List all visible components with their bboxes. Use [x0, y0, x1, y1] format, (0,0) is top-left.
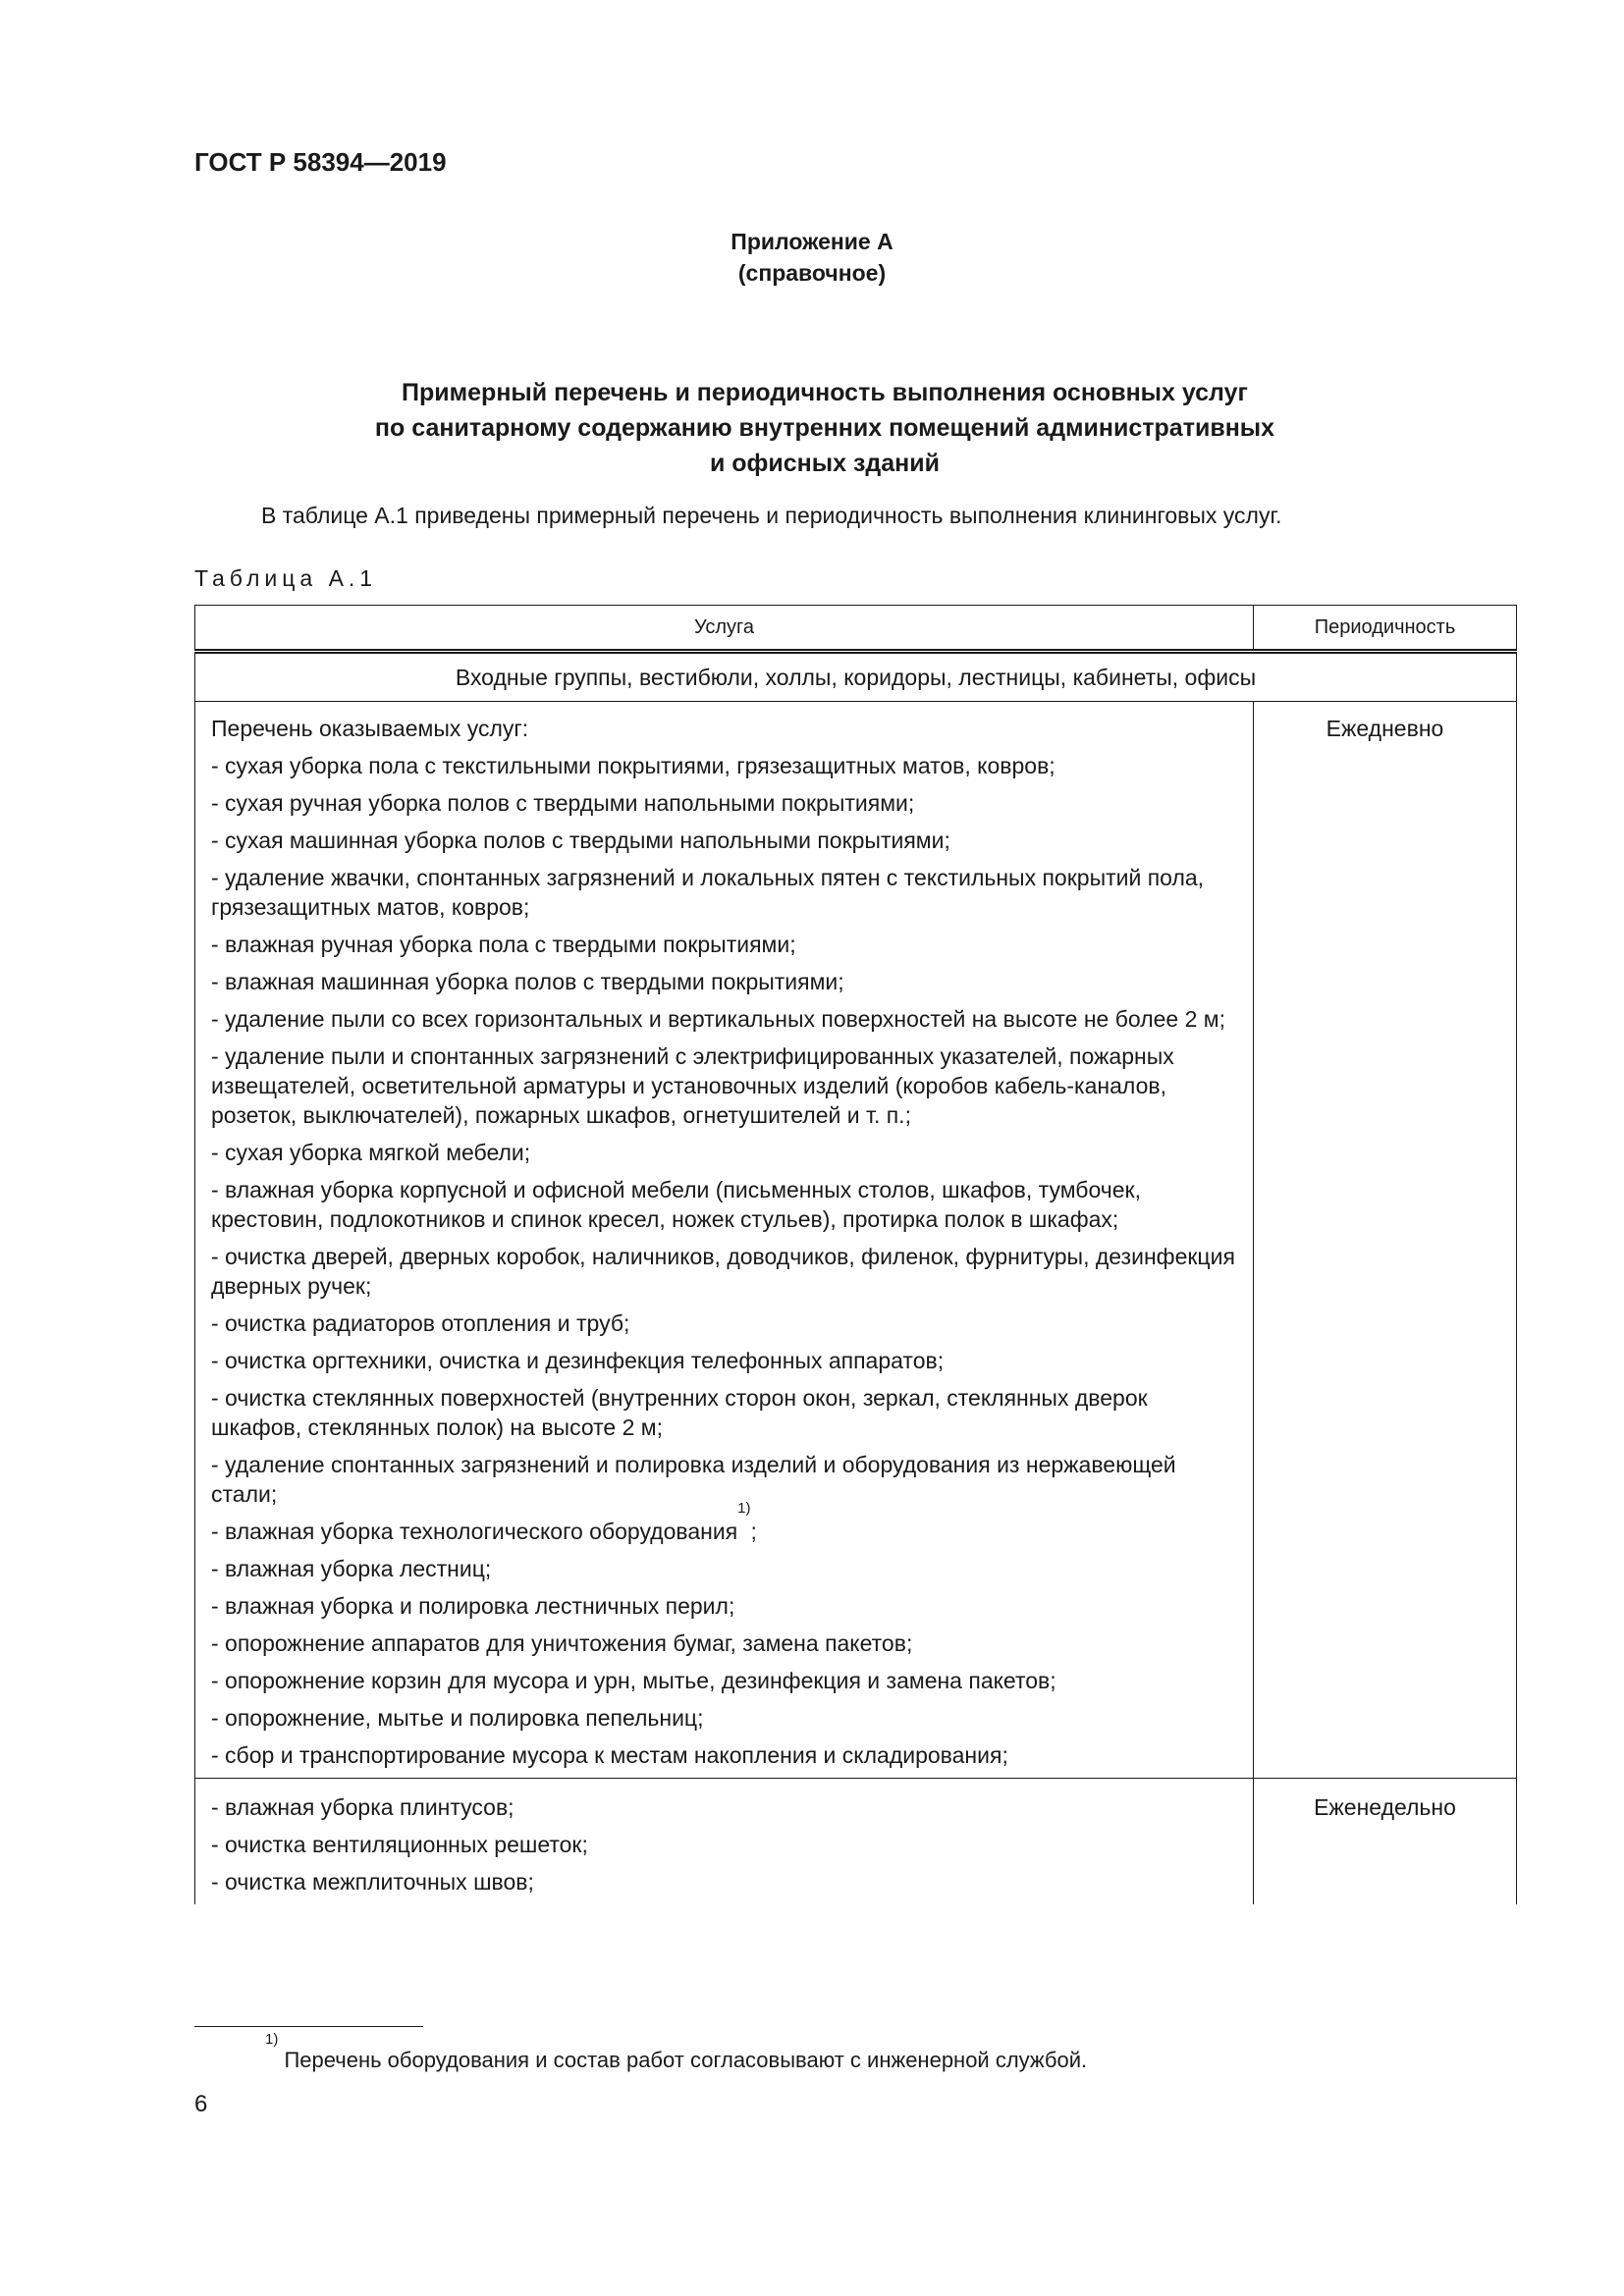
list-item: - влажная уборка и полировка лестничных перил; — [211, 1593, 735, 1619]
list-item: - очистка радиаторов отопления и труб; — [211, 1310, 630, 1336]
table-group-row — [195, 652, 1517, 702]
list-item: - опорожнение, мытье и полировка пепельниц; — [211, 1705, 704, 1731]
list-item: - сухая ручная уборка полов с твердыми напольными покрытиями; — [211, 790, 915, 816]
list-item: - очистка вентиляционных решеток; — [211, 1832, 588, 1857]
list-item: - очистка межплиточных швов; — [211, 1869, 534, 1895]
service-list-weekly — [195, 1779, 1254, 1905]
title-line-1: Примерный перечень и периодичность выполнения основных услуг — [402, 379, 1248, 406]
list-item: - удаление жвачки, спонтанных загрязнений и локальных пятен с текстильных покрытий пола, грязезащитных матов, ковров; — [211, 865, 1205, 920]
list-item: - влажная ручная уборка пола с твердыми покрытиями; — [211, 932, 796, 957]
list-item: - удаление пыли и спонтанных загрязнений с электрифицированных указателей, пожарных извещателей, осветительной арматуры и установочных изделий (коробов кабель-каналов, розеток, выключателей), пожарных шкафов, огнетушителей и т. п.; — [211, 1043, 1174, 1128]
footnote-ref: 1) — [737, 1500, 751, 1517]
list-item: - влажная уборка плинтусов; — [211, 1794, 514, 1820]
list-item: - влажная уборка корпусной и офисной мебели (письменных столов, шкафов, тумбочек, крестовин, подлокотников и спинок кресел, ножек стульев), протирка полок в шкафах; — [211, 1177, 1141, 1232]
list-item: - очистка дверей, дверных коробок, наличников, доводчиков, филенок, фурнитуры, дезинфекция дверных ручек; — [211, 1244, 1235, 1299]
column-header-service: Услуга — [195, 606, 1254, 652]
appendix-title — [295, 375, 1355, 481]
footnote — [265, 2031, 1088, 2073]
list-item-tech-equipment — [211, 1500, 1239, 1546]
table-caption: Таблица А.1 — [194, 565, 378, 591]
list-item: Перечень оказываемых услуг: — [211, 716, 529, 741]
table-row-weekly — [195, 1779, 1517, 1905]
periodicity-weekly: Еженедельно — [1254, 1779, 1517, 1905]
list-item: - влажная машинная уборка полов с твердыми покрытиями; — [211, 969, 844, 994]
footnote-divider — [194, 2026, 423, 2027]
footnote-text: Перечень оборудования и состав работ согласовывают с инженерной службой. — [278, 2048, 1088, 2072]
footnote-mark: 1) — [265, 2031, 279, 2048]
list-item: - сухая уборка пола с текстильными покрытиями, грязезащитных матов, ковров; — [211, 753, 1056, 778]
list-item: - сбор и транспортирование мусора к местам накопления и складирования; — [211, 1742, 1008, 1768]
appendix-label: Приложение А — [731, 229, 893, 254]
list-item: - опорожнение корзин для мусора и урн, мытье, дезинфекция и замена пакетов; — [211, 1668, 1056, 1693]
list-item: - опорожнение аппаратов для уничтожения бумаг, замена пакетов; — [211, 1630, 913, 1656]
list-item: - очистка оргтехники, очистка и дезинфекция телефонных аппаратов; — [211, 1348, 945, 1373]
list-item: - сухая уборка мягкой мебели; — [211, 1140, 531, 1165]
page-number: 6 — [194, 2091, 208, 2117]
periodicity-daily: Ежедневно — [1254, 702, 1517, 1779]
services-table — [194, 605, 1517, 1904]
appendix-heading — [0, 226, 1624, 289]
group-label: Входные группы, вестибюли, холлы, коридоры, лестницы, кабинеты, офисы — [195, 652, 1517, 702]
document-code: ГОСТ Р 58394—2019 — [194, 147, 447, 177]
column-header-periodicity: Периодичность — [1254, 606, 1517, 652]
intro-paragraph: В таблице А.1 приведены примерный перечень и периодичность выполнения клининговых услуг. — [261, 503, 1282, 528]
list-item: - сухая машинная уборка полов с твердыми напольными покрытиями; — [211, 828, 950, 853]
list-item: - удаление спонтанных загрязнений и полировка изделий и оборудования из нержавеющей стали; — [211, 1452, 1176, 1507]
table-header-row — [195, 606, 1517, 652]
appendix-type: (справочное) — [737, 260, 887, 286]
list-item-end: ; — [750, 1519, 757, 1544]
list-item: - влажная уборка лестниц; — [211, 1556, 492, 1581]
list-item-text: - влажная уборка технологического оборудования — [211, 1519, 738, 1544]
list-item: - очистка стеклянных поверхностей (внутренних сторон окон, зеркал, стеклянных дверок шкафов, стеклянных полок) на высоте 2 м; — [211, 1385, 1148, 1440]
list-item: - удаление пыли со всех горизонтальных и вертикальных поверхностей на высоте не более 2 м; — [211, 1006, 1225, 1032]
service-list-daily — [195, 702, 1254, 1779]
title-line-2: по санитарному содержанию внутренних помещений административных — [374, 414, 1275, 442]
table-row-daily — [195, 702, 1517, 1779]
title-line-3: и офисных зданий — [709, 450, 941, 477]
